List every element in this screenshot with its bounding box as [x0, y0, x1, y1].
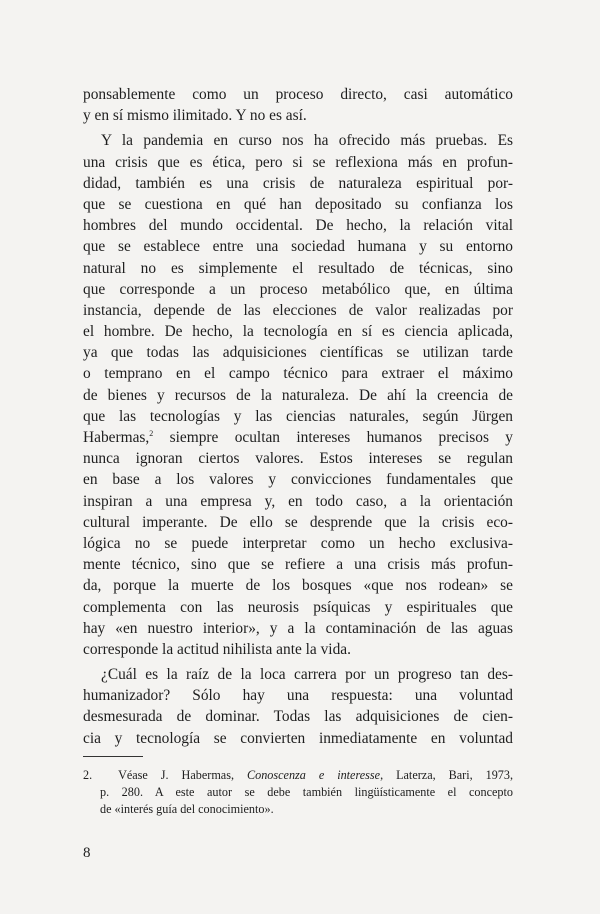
text-line: una crisis que es ética, pero si se reflexiona más en profun- [83, 153, 513, 171]
text-line: ¿Cuál es la raíz de la loca carrera por un progreso tan des- [101, 666, 513, 684]
text-line: ponsablemente como un proceso directo, casi automático [83, 86, 513, 103]
text-line: natural no es simplemente el resultado de técnicas, sino [83, 259, 513, 277]
footnote-line: de «interés guía del conocimiento». [100, 802, 274, 816]
text-line: cia y tecnología se convierten inmediatamente en voluntad [83, 729, 513, 747]
text-line: lógica no se puede interpretar como un hecho exclusiva- [83, 534, 513, 552]
text-line: cultural imperante. De ello se desprende que la crisis eco- [83, 513, 513, 531]
footnote-number: 2. [83, 768, 93, 782]
text-line: que se cuestiona en qué han depositado su confianza los [83, 195, 513, 213]
text-line: que se establece entre una sociedad humana y su entorno [83, 238, 513, 256]
text-line: y en sí mismo ilimitado. Y no es así. [83, 107, 307, 125]
footnote-text: , Laterza, Bari, 1973, [380, 768, 514, 782]
text-line: o temprano en el campo técnico para extraer el máximo [83, 365, 513, 383]
text-line: complementa con las neurosis psíquicas y espirituales que [83, 598, 513, 616]
text-fragment: siempre ocultan intereses humanos precisos y [169, 429, 513, 446]
text-line: desmesurada de dominar. Todas las adquisiciones de cien- [83, 708, 513, 726]
footnote-line: p. 280. A este autor se debe también lingüísticamente el concepto [100, 785, 513, 799]
text-line: hombres del mundo occidental. De hecho, la relación vital [83, 217, 513, 235]
text-line: instancia, depende de las elecciones de valor realizadas por [83, 301, 513, 319]
body-text [83, 84, 513, 749]
text-line: que corresponde a un proceso metabólico que, en última [83, 280, 513, 298]
text-line: que las tecnologías y las ciencias naturales, según Jürgen [83, 407, 513, 425]
text-line: nunca ignoran ciertos valores. Estos intereses se regulan [83, 450, 513, 468]
text-line: el hombre. De hecho, la tecnología en sí es ciencia aplicada, [83, 323, 513, 341]
page-number: 8 [83, 845, 91, 861]
text-line: ya que todas las adquisiciones científicas se utilizan tarde [83, 344, 513, 362]
footnote [83, 767, 513, 818]
footnote-separator [83, 756, 143, 757]
footnote-marker: 2 [149, 429, 154, 438]
text-line: corresponde la actitud nihilista ante la vida. [83, 640, 351, 658]
text-line: en base a los valores y convicciones fundamentales que [83, 471, 513, 489]
text-line: mente técnico, sino que se refiere a una crisis más profun- [83, 556, 513, 574]
text-line: humanizador? Sólo hay una respuesta: una voluntad [83, 687, 513, 705]
text-line: de bienes y recursos de la naturaleza. De ahí la creencia de [83, 386, 513, 404]
text-line: da, porque la muerte de los bosques «que nos rodean» se [83, 577, 513, 595]
text-line: didad, también es una crisis de naturaleza espiritual por- [83, 174, 513, 192]
footnote-text: Véase J. Habermas, [118, 768, 234, 782]
footnote-book-title: Conoscenza e interesse [246, 768, 381, 782]
habermas-name: Habermas, [83, 429, 150, 446]
text-line: inspiran a una empresa y, en todo caso, a la orientación [83, 492, 513, 510]
text-line: hay «en nuestro interior», y a la contaminación de las aguas [83, 619, 513, 637]
text-line: Y la pandemia en curso nos ha ofrecido más pruebas. Es [101, 132, 513, 150]
text-line-with-footnote [83, 427, 513, 448]
footnote-line [83, 767, 513, 784]
